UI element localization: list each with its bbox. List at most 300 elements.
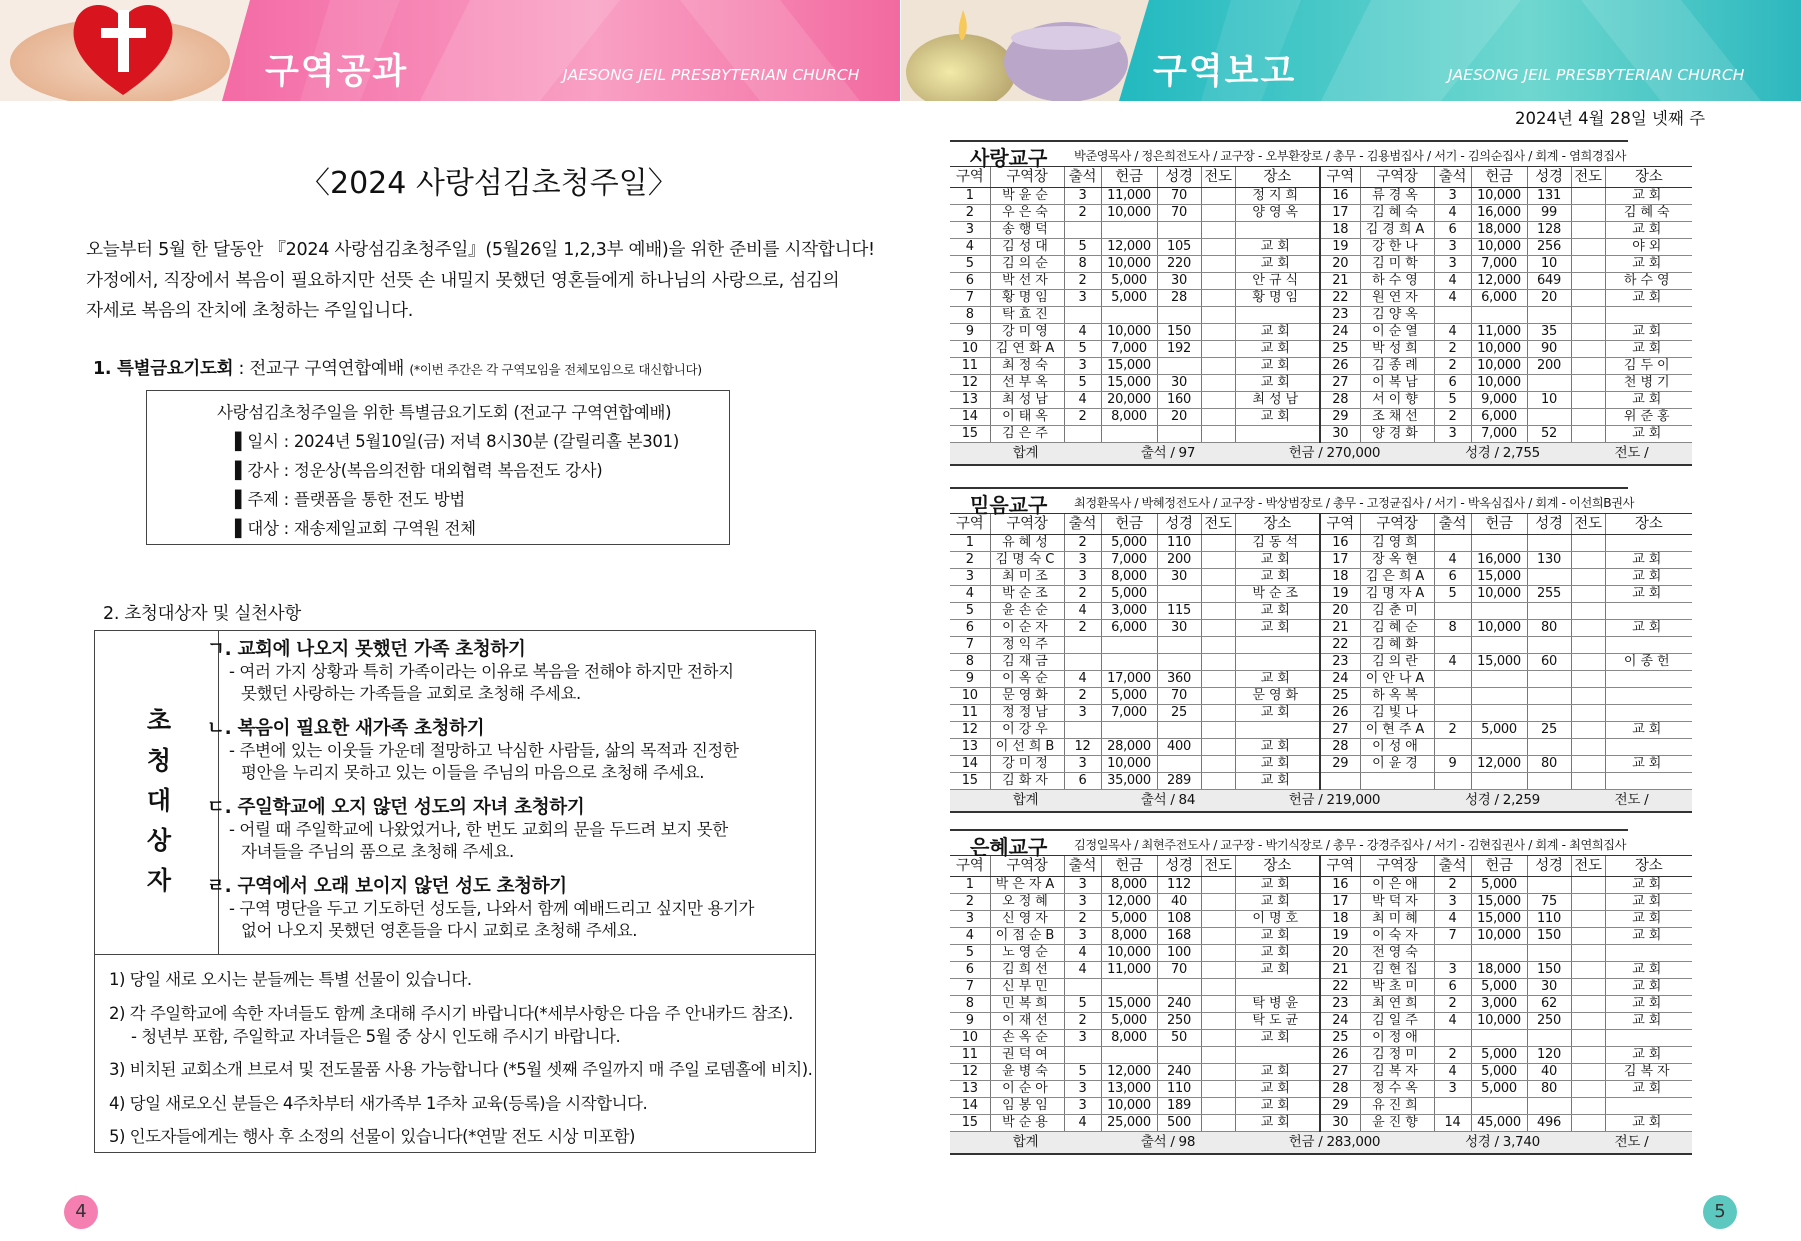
table-cell: 5 — [950, 256, 990, 273]
table-cell — [1571, 945, 1605, 962]
table-row — [950, 375, 1692, 392]
table-cell: 교회 — [1605, 392, 1692, 409]
column-header: 전도 — [1571, 167, 1605, 188]
table-cell: 11 — [950, 705, 990, 722]
table-cell: 18 — [1320, 569, 1360, 586]
table-cell: 12 — [950, 375, 990, 392]
table-cell: 17 — [1320, 894, 1360, 911]
table-cell: 2 — [1434, 358, 1471, 375]
table-cell: 4 — [1434, 273, 1471, 290]
table-cell — [1201, 188, 1235, 205]
column-header: 전도 — [1201, 514, 1235, 535]
table-total-row — [950, 790, 1692, 812]
table-cell: 4 — [1434, 654, 1471, 671]
table-cell: 5,000 — [1471, 1081, 1527, 1098]
table-cell: 16 — [1320, 877, 1360, 894]
table-row — [950, 535, 1692, 552]
table-cell: 박덕자 — [1360, 894, 1434, 911]
table-cell: 27 — [1320, 1064, 1360, 1081]
table-row — [950, 996, 1692, 1013]
table-cell: 3 — [950, 222, 990, 239]
table-cell: 교회 — [1235, 1081, 1320, 1098]
table-cell — [1471, 688, 1527, 705]
parish-name: 사랑교구 — [970, 146, 1048, 170]
table-cell: 10 — [1527, 256, 1571, 273]
table-cell: 30 — [1527, 979, 1571, 996]
table-cell: 23 — [1320, 654, 1360, 671]
table-cell: 4 — [1064, 392, 1101, 409]
column-header: 구역 — [1320, 514, 1360, 535]
table-cell: 김복자 — [1360, 1064, 1434, 1081]
table-cell: 2 — [950, 552, 990, 569]
table-cell: 250 — [1157, 1013, 1201, 1030]
table-cell: 120 — [1527, 1047, 1571, 1064]
table-cell: 김의순 — [990, 256, 1064, 273]
table-cell: 11 — [950, 1047, 990, 1064]
table-cell: 15 — [950, 1115, 990, 1132]
table-cell: 10,000 — [1101, 205, 1157, 222]
prayer-box-target: ▌대상 : 재송제일교회 구역원 전체 — [235, 519, 476, 538]
table-cell: 19 — [1320, 586, 1360, 603]
table-cell: 이순아 — [990, 1081, 1064, 1098]
table-cell: 6 — [1434, 979, 1471, 996]
table-cell: 교회 — [1235, 256, 1320, 273]
note-4: 4) 당일 새로오신 분들은 4주차부터 새가족부 1주차 교육(등록)을 시작합니다. — [109, 1093, 648, 1113]
table-cell: 교회 — [1605, 1081, 1692, 1098]
invite-item-1-body — [229, 661, 734, 705]
table-cell: 조채선 — [1360, 409, 1434, 426]
table-cell: 교회 — [1235, 1030, 1320, 1047]
table-cell — [1201, 307, 1235, 324]
column-header: 구역장 — [990, 856, 1064, 877]
table-cell — [1064, 1047, 1101, 1064]
table-cell: 1 — [950, 535, 990, 552]
prayer-box-title: 사랑섬김초청주일을 위한 특별금요기도회 (전교구 구역연합예배) — [217, 403, 672, 422]
note-2-sub: - 청년부 포함, 주일학교 자녀들은 5월 중 상시 인도해 주시기 바랍니다. — [131, 1026, 621, 1046]
table-row — [950, 239, 1692, 256]
table-cell — [1527, 307, 1571, 324]
table-cell — [1471, 535, 1527, 552]
table-cell: 6 — [1434, 222, 1471, 239]
table-cell: 김명자A — [1360, 586, 1434, 603]
table-cell: 교회 — [1235, 894, 1320, 911]
table-cell — [1434, 739, 1471, 756]
table-row — [950, 341, 1692, 358]
invite-target-side-label — [95, 631, 219, 955]
table-cell: 35 — [1527, 324, 1571, 341]
table-cell: 교회 — [1605, 341, 1692, 358]
table-cell: 민복희 — [990, 996, 1064, 1013]
table-cell — [1201, 1081, 1235, 1098]
table-cell — [1201, 205, 1235, 222]
table-cell: 250 — [1527, 1013, 1571, 1030]
table-cell — [1201, 409, 1235, 426]
table-cell: 이숙자 — [1360, 928, 1434, 945]
table-cell: 김화자 — [990, 773, 1064, 790]
table-cell — [1201, 239, 1235, 256]
table-cell: 4 — [1434, 1013, 1471, 1030]
table-cell: 6 — [950, 962, 990, 979]
table-cell: 1 — [950, 877, 990, 894]
table-cell: 4 — [1064, 945, 1101, 962]
table-cell — [1571, 1081, 1605, 1098]
table-cell: 10,000 — [1101, 756, 1157, 773]
table-cell: 3 — [1434, 894, 1471, 911]
table-cell: 류경옥 — [1360, 188, 1434, 205]
table-cell — [1571, 205, 1605, 222]
total-bible: 성경 / 2,755 — [1434, 443, 1571, 465]
invite-item-3-line-2: 자녀들을 주님의 품으로 초청해 주세요. — [241, 842, 514, 861]
column-header: 성경 — [1527, 514, 1571, 535]
table-cell — [1571, 552, 1605, 569]
table-cell: 교회 — [1235, 1064, 1320, 1081]
table-cell — [1605, 603, 1692, 620]
table-cell: 최미조 — [990, 569, 1064, 586]
table-cell — [1571, 894, 1605, 911]
table-cell: 189 — [1157, 1098, 1201, 1115]
column-header: 헌금 — [1101, 514, 1157, 535]
table-cell — [1471, 1098, 1527, 1115]
table-cell: 교회 — [1235, 324, 1320, 341]
table-cell: 교회 — [1605, 911, 1692, 928]
parish-report-table — [950, 855, 1692, 1155]
total-bible: 성경 / 3,740 — [1434, 1132, 1571, 1154]
column-header: 구역장 — [1360, 856, 1434, 877]
table-cell — [1201, 637, 1235, 654]
table-cell: 교회 — [1235, 739, 1320, 756]
table-cell: 박순조 — [990, 586, 1064, 603]
table-cell: 40 — [1527, 1064, 1571, 1081]
column-header: 구역 — [950, 514, 990, 535]
table-cell — [1434, 773, 1471, 790]
table-cell: 4 — [1064, 671, 1101, 688]
parish-name: 믿음교구 — [970, 493, 1048, 517]
column-header: 헌금 — [1471, 856, 1527, 877]
table-cell: 8,000 — [1101, 569, 1157, 586]
table-cell: 200 — [1157, 552, 1201, 569]
table-cell: 교회 — [1605, 222, 1692, 239]
table-cell: 오정혜 — [990, 894, 1064, 911]
table-cell: 김빛나 — [1360, 705, 1434, 722]
table-cell — [1527, 535, 1571, 552]
table-cell: 6 — [1434, 375, 1471, 392]
table-row — [950, 979, 1692, 996]
table-cell: 4 — [1434, 552, 1471, 569]
parish-report-table — [950, 513, 1692, 813]
table-cell: 3 — [1064, 569, 1101, 586]
table-cell: 3 — [1434, 1081, 1471, 1098]
table-cell: 3 — [1434, 239, 1471, 256]
table-cell — [1571, 324, 1605, 341]
table-cell: 이강우 — [990, 722, 1064, 739]
table-cell: 13 — [950, 739, 990, 756]
table-cell: 3 — [1064, 358, 1101, 375]
table-cell: 18,000 — [1471, 222, 1527, 239]
table-cell: 김혜숙 — [1360, 205, 1434, 222]
table-cell: 이선희B — [990, 739, 1064, 756]
table-cell — [1571, 1030, 1605, 1047]
table-cell: 교회 — [1235, 569, 1320, 586]
table-cell: 45,000 — [1471, 1115, 1527, 1132]
table-cell: 교회 — [1235, 756, 1320, 773]
table-cell: 김은주 — [990, 426, 1064, 443]
table-cell — [1527, 705, 1571, 722]
page-number-left: 4 — [64, 1195, 98, 1229]
total-offering: 헌금 / 283,000 — [1235, 1132, 1434, 1154]
table-cell — [1571, 239, 1605, 256]
table-cell: 8 — [1434, 620, 1471, 637]
table-cell: 7,000 — [1101, 705, 1157, 722]
invite-item-4-body — [229, 898, 754, 942]
table-cell — [1101, 979, 1157, 996]
table-cell — [1571, 1013, 1605, 1030]
table-cell: 7,000 — [1471, 256, 1527, 273]
parish-staff: 최정환목사 / 박혜정전도사 / 교구장 - 박상범장로 / 총무 - 고정균집사 / 서기 - 박옥심집사 / 회계 - 이선희B권사 — [1074, 496, 1634, 510]
table-cell: 22 — [1320, 637, 1360, 654]
table-cell: 이점순B — [990, 928, 1064, 945]
table-cell: 4 — [1434, 290, 1471, 307]
table-cell: 18 — [1320, 222, 1360, 239]
column-header: 출석 — [1434, 167, 1471, 188]
table-cell: 15,000 — [1101, 996, 1157, 1013]
table-cell — [1201, 535, 1235, 552]
table-cell: 3,000 — [1471, 996, 1527, 1013]
table-cell — [1201, 928, 1235, 945]
table-cell — [1201, 222, 1235, 239]
table-cell — [1201, 1064, 1235, 1081]
table-cell: 10,000 — [1471, 1013, 1527, 1030]
table-cell: 김연화A — [990, 341, 1064, 358]
column-header: 구역장 — [990, 514, 1064, 535]
invite-item-4-line-2: 없어 나오지 못했던 영혼들을 다시 교회로 초청해 주세요. — [241, 921, 638, 940]
table-cell: 29 — [1320, 1098, 1360, 1115]
table-cell: 130 — [1527, 552, 1571, 569]
table-cell: 160 — [1157, 392, 1201, 409]
invite-item-2-body — [229, 740, 738, 784]
table-cell: 교회 — [1605, 1047, 1692, 1064]
column-header: 헌금 — [1101, 167, 1157, 188]
report-date: 2024년 4월 28일 넷째 주 — [1515, 109, 1706, 128]
table-cell: 15,000 — [1471, 894, 1527, 911]
table-cell: 5,000 — [1471, 877, 1527, 894]
table-cell: 13 — [950, 392, 990, 409]
table-row — [950, 671, 1692, 688]
intro-line-1: 오늘부터 5월 한 달동안 『2024 사랑섬김초청주일』(5월26일 1,2,3부 예배)을 위한 준비를 시작합니다! — [86, 240, 875, 260]
table-cell — [1201, 1115, 1235, 1132]
column-header: 헌금 — [1471, 167, 1527, 188]
table-cell — [1571, 877, 1605, 894]
table-cell: 128 — [1527, 222, 1571, 239]
notes-list — [109, 966, 813, 1157]
table-cell — [1434, 307, 1471, 324]
table-cell: 115 — [1157, 603, 1201, 620]
table-cell: 20,000 — [1101, 392, 1157, 409]
table-row — [950, 1030, 1692, 1047]
table-cell: 9 — [950, 1013, 990, 1030]
table-cell: 4 — [1434, 911, 1471, 928]
table-cell: 240 — [1157, 996, 1201, 1013]
column-header: 출석 — [1064, 167, 1101, 188]
table-cell — [1201, 671, 1235, 688]
note-5: 5) 인도자들에게는 행사 후 소정의 선물이 있습니다(*연말 전도 시상 미포함) — [109, 1127, 635, 1146]
table-cell — [1571, 620, 1605, 637]
left-header-title: 구역공과 — [265, 52, 409, 92]
table-cell: 21 — [1320, 273, 1360, 290]
table-row — [950, 1047, 1692, 1064]
table-cell: 12 — [1064, 739, 1101, 756]
table-cell: 김동석 — [1235, 535, 1320, 552]
table-cell: 3 — [1064, 877, 1101, 894]
table-cell: 16,000 — [1471, 205, 1527, 222]
table-cell: 탁효진 — [990, 307, 1064, 324]
table-cell: 교회 — [1605, 188, 1692, 205]
table-cell — [1157, 979, 1201, 996]
total-offering: 헌금 / 219,000 — [1235, 790, 1434, 812]
table-cell — [1201, 256, 1235, 273]
table-cell — [1571, 928, 1605, 945]
table-cell: 교회 — [1235, 962, 1320, 979]
intro-line-2: 가정에서, 직장에서 복음이 필요하지만 선뜻 손 내밀지 못했던 영혼들에게 하나님의 사랑으로, 섬김의 — [86, 270, 840, 291]
table-cell: 김혜화 — [1360, 637, 1434, 654]
table-cell — [1571, 1098, 1605, 1115]
invite-item-3-body — [229, 819, 728, 863]
table-cell — [1235, 654, 1320, 671]
table-cell: 교회 — [1605, 1013, 1692, 1030]
table-cell — [1434, 1098, 1471, 1115]
table-cell: 10,000 — [1101, 945, 1157, 962]
table-cell: 교회 — [1235, 239, 1320, 256]
table-cell: 50 — [1157, 1030, 1201, 1047]
table-cell: 10,000 — [1471, 586, 1527, 603]
table-cell: 교회 — [1605, 256, 1692, 273]
table-cell: 21 — [1320, 620, 1360, 637]
column-header: 헌금 — [1471, 514, 1527, 535]
table-cell: 원연자 — [1360, 290, 1434, 307]
table-cell — [1064, 637, 1101, 654]
table-cell — [1201, 1098, 1235, 1115]
table-cell — [1201, 877, 1235, 894]
table-cell — [1201, 688, 1235, 705]
table-cell: 교회 — [1235, 945, 1320, 962]
table-cell: 10,000 — [1471, 341, 1527, 358]
table-cell: 김경희A — [1360, 222, 1434, 239]
table-cell: 496 — [1527, 1115, 1571, 1132]
table-cell — [1571, 188, 1605, 205]
table-cell: 2 — [1064, 688, 1101, 705]
table-row — [950, 688, 1692, 705]
table-cell: 20 — [1320, 945, 1360, 962]
table-cell: 6,000 — [1471, 409, 1527, 426]
table-cell: 최성남 — [1235, 392, 1320, 409]
table-cell: 25 — [1320, 1030, 1360, 1047]
table-cell: 6 — [1064, 773, 1101, 790]
table-cell: 최연희 — [1360, 996, 1434, 1013]
table-cell: 2 — [950, 894, 990, 911]
table-cell: 교회 — [1605, 722, 1692, 739]
parish-header — [950, 140, 1628, 170]
side-char-5: 자 — [146, 866, 172, 895]
table-cell — [1571, 603, 1605, 620]
table-cell: 3 — [1434, 426, 1471, 443]
table-row — [950, 945, 1692, 962]
table-cell — [1201, 996, 1235, 1013]
table-cell: 4 — [1434, 1064, 1471, 1081]
parish-header — [950, 829, 1628, 859]
note-1: 1) 당일 새로 오시는 분들께는 특별 선물이 있습니다. — [109, 970, 472, 989]
table-cell: 우은숙 — [990, 205, 1064, 222]
table-cell: 교회 — [1605, 426, 1692, 443]
table-row — [950, 392, 1692, 409]
table-cell: 110 — [1527, 911, 1571, 928]
parish-header — [950, 487, 1634, 517]
table-cell: 16 — [1320, 188, 1360, 205]
column-header: 전도 — [1201, 167, 1235, 188]
main-title: 〈2024 사랑섬김초청주일〉 — [300, 166, 678, 201]
table-cell: 교회 — [1235, 603, 1320, 620]
table-cell: 황명임 — [990, 290, 1064, 307]
table-cell: 이은애 — [1360, 877, 1434, 894]
table-cell: 10 — [1527, 392, 1571, 409]
table-cell — [1360, 773, 1434, 790]
table-cell — [1201, 426, 1235, 443]
table-cell: 5 — [1064, 996, 1101, 1013]
column-header: 장소 — [1605, 167, 1692, 188]
table-cell: 정수옥 — [1360, 1081, 1434, 1098]
table-cell: 윤진향 — [1360, 1115, 1434, 1132]
table-cell: 교회 — [1235, 773, 1320, 790]
table-cell: 7,000 — [1101, 341, 1157, 358]
table-cell: 6,000 — [1471, 290, 1527, 307]
table-row — [950, 1098, 1692, 1115]
table-cell: 2 — [1064, 620, 1101, 637]
column-header: 장소 — [1605, 856, 1692, 877]
table-cell: 3 — [1064, 188, 1101, 205]
total-evangelism: 전도 / — [1571, 790, 1692, 812]
table-cell: 23 — [1320, 996, 1360, 1013]
table-cell: 이명호 — [1235, 911, 1320, 928]
table-cell: 108 — [1157, 911, 1201, 928]
table-cell — [1571, 1064, 1605, 1081]
table-cell: 60 — [1527, 654, 1571, 671]
table-cell — [1201, 1030, 1235, 1047]
total-bible: 성경 / 2,259 — [1434, 790, 1571, 812]
table-cell: 교회 — [1235, 671, 1320, 688]
table-cell — [1571, 586, 1605, 603]
table-cell: 8 — [950, 996, 990, 1013]
table-cell — [1235, 637, 1320, 654]
table-cell: 12,000 — [1101, 1064, 1157, 1081]
column-header: 구역장 — [1360, 167, 1434, 188]
table-cell: 3 — [1064, 1081, 1101, 1098]
table-cell: 7 — [950, 290, 990, 307]
table-cell: 28 — [1320, 1081, 1360, 1098]
table-cell — [1527, 637, 1571, 654]
table-cell: 12 — [950, 722, 990, 739]
table-cell — [1101, 722, 1157, 739]
invite-item-4-line-1: - 구역 명단을 두고 기도하던 성도들, 나와서 함께 예배드리고 싶지만 용기가 — [229, 899, 755, 918]
column-header: 전도 — [1571, 856, 1605, 877]
invite-item-3-title: ㄷ. 주일학교에 오지 않던 성도의 자녀 초청하기 — [207, 797, 585, 818]
table-cell: 강미정 — [990, 756, 1064, 773]
table-cell: 양영옥 — [1235, 205, 1320, 222]
table-cell: 4 — [1434, 324, 1471, 341]
table-cell — [1235, 222, 1320, 239]
table-cell: 교회 — [1605, 928, 1692, 945]
table-cell — [1201, 945, 1235, 962]
table-cell — [1201, 739, 1235, 756]
table-cell — [1101, 637, 1157, 654]
table-row — [950, 290, 1692, 307]
